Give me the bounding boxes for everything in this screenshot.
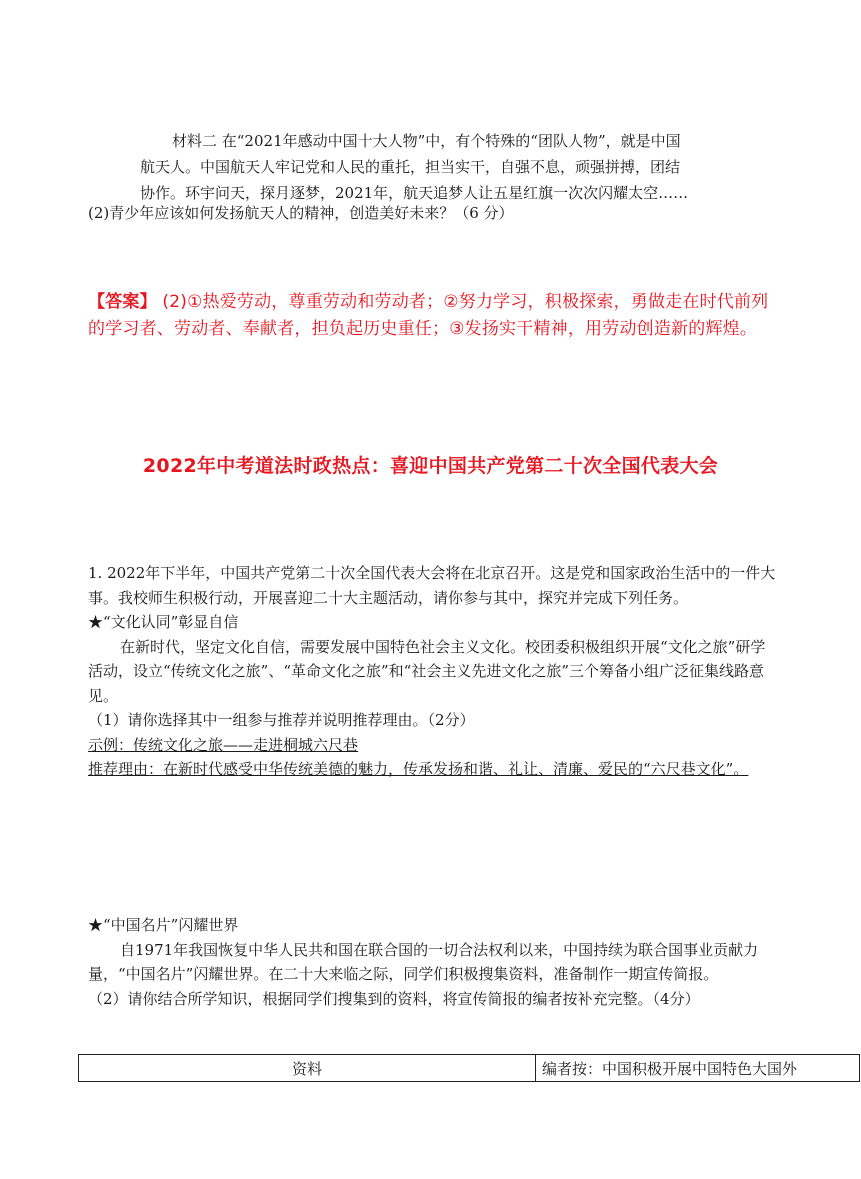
section-2-text: 自1971年我国恢复中华人民共和国在联合国的一切合法权利以来，中国持续为联合国事业贡献力量，“中国名片”闪耀世界。在二十大来临之际，同学们积极搜集资料，准备制作一期宣传简报。 [88,940,759,983]
section-2-block [88,913,780,1011]
question-1-block [88,561,780,782]
answer-tag: 【答案】 [88,292,157,312]
section-1-title: ★“文化认同”彰显自信 [88,613,239,631]
section-2-title: ★“中国名片”闪耀世界 [88,916,239,934]
table-header-material: 资料 [79,1055,536,1082]
sub-question-1: （1）请你选择其中一组参与推荐并说明推荐理由。（2分） [88,711,475,729]
section-1-text: 在新时代，坚定文化自信，需要发展中国特色社会主义文化。校团委积极组织开展“文化之旅”研学活动，设立“传统文化之旅”、“革命文化之旅”和“社会主义先进文化之旅”三个筹备小组广泛征集线路意见。 [88,637,766,705]
material-2 [140,128,776,206]
material-2-line-2: 航天人。中国航天人牢记党和人民的重托，担当实干，自强不息，顽强拼搏，团结 [140,158,681,176]
sub-question-2: （2）请你结合所学知识，根据同学们搜集到的资料，将宣传简报的编者按补充完整。（4分） [88,989,700,1008]
answer-block [88,289,784,343]
material-2-line-1: 材料二 在“2021年感动中国十大人物”中，有个特殊的“团队人物”，就是中国 [172,132,681,150]
question-2: (2)青少年应该如何发扬航天人的精神，创造美好未来？（6 分） [88,204,514,222]
material-2-line-3: 协作。环宇问天，探月逐梦，2021年，航天追梦人让五星红旗一次次闪耀太空…… [140,184,689,202]
briefing-table [78,1054,860,1082]
recommend-reason: 推荐理由：在新时代感受中华传统美德的魅力，传承发扬和谐、礼让、清廉、爱民的“六尺巷文化”。 [88,760,749,778]
example-line: 示例：传统文化之旅——走进桐城六尺巷 [88,735,359,754]
table-header-editor-note: 编者按：中国积极开展中国特色大国外 [536,1055,860,1082]
table-row [79,1055,860,1082]
section-heading: 2022年中考道法时政热点：喜迎中国共产党第二十次全国代表大会 [142,455,719,477]
question-1-intro: 1. 2022年下半年，中国共产党第二十次全国代表大会将在北京召开。这是党和国家政治生活中的一件大事。我校师生积极行动，开展喜迎二十大主题活动，请你参与其中，探究并完成下列任务。 [88,564,776,607]
answer-text: (2)①热爱劳动，尊重劳动和劳动者；②努力学习，积极探索，勇做走在时代前列的学习者、劳动者、奉献者，担负起历史重任；③发扬实干精神，用劳动创造新的辉煌。 [88,292,769,339]
